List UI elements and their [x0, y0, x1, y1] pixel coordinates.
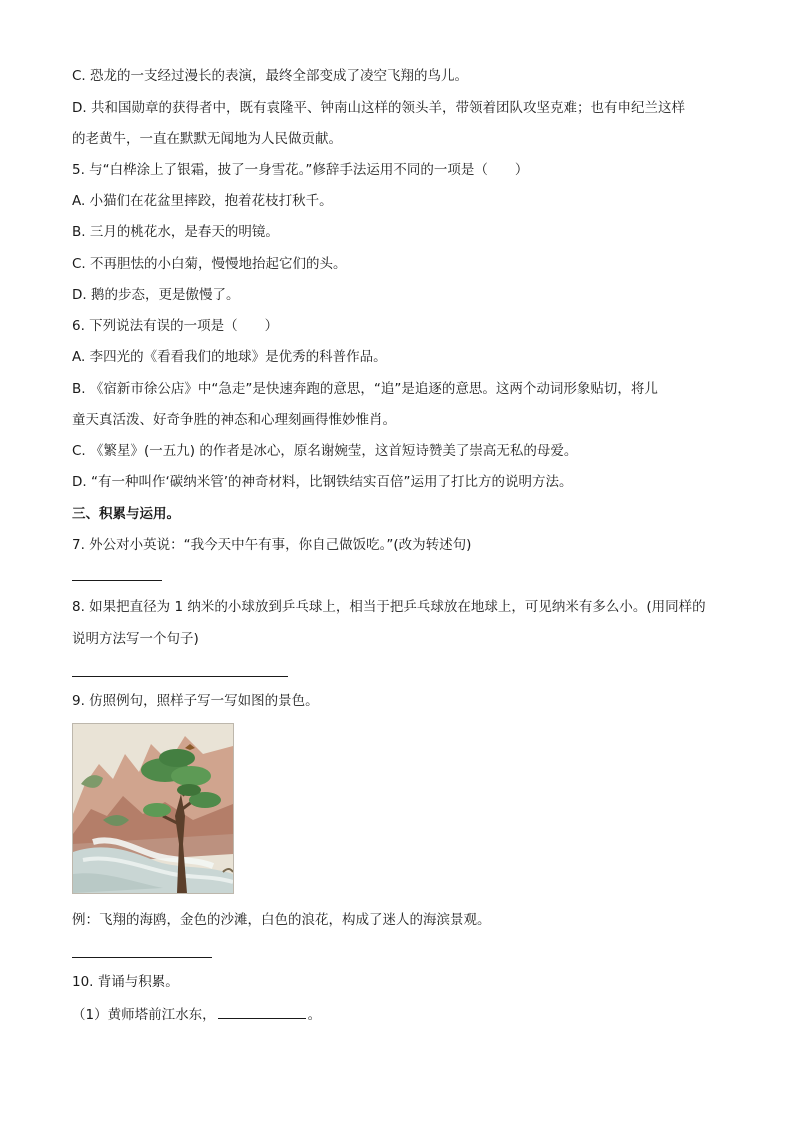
poem-fill-blank[interactable]	[218, 1004, 306, 1019]
q5-option-d: D. 鹅的步态，更是傲慢了。	[72, 287, 240, 303]
poem-line-end: 。	[307, 1007, 322, 1023]
landscape-drawing	[73, 724, 233, 893]
q9-answer-blank[interactable]	[72, 957, 212, 958]
q6-option-c: C. 《繁星》(一五九) 的作者是冰心，原名谢婉莹，这首短诗赞美了崇高无私的母爱。	[72, 443, 578, 459]
q6-option-b-line2: 童天真活泼、好奇争胜的神态和心理刻画得惟妙惟肖。	[72, 412, 396, 428]
example-sentence: 例：飞翔的海鸥，金色的沙滩，白色的浪花，构成了迷人的海滨景观。	[72, 912, 491, 928]
question-5: 5. 与“白桦涂上了银霜，披了一身雪花。”修辞手法运用不同的一项是（ ）	[72, 162, 529, 178]
option-d-medal-line2: 的老黄牛，一直在默默无闻地为人民做贡献。	[72, 131, 342, 147]
q5-option-b: B. 三月的桃花水，是春天的明镜。	[72, 224, 279, 240]
question-8-line1: 8. 如果把直径为 1 纳米的小球放到乒乓球上，相当于把乒乓球放在地球上，可见纳米有多么小。(用同样的	[72, 599, 706, 615]
q6-option-d: D. “有一种叫作‘碳纳米管’的神奇材料，比钢铁结实百倍”运用了打比方的说明方法。	[72, 474, 573, 490]
question-9: 9. 仿照例句，照样子写一写如图的景色。	[72, 693, 319, 709]
poem-line-prompt: （1）黄师塔前江水东，	[72, 1007, 216, 1023]
question-10: 10. 背诵与积累。	[72, 974, 179, 990]
q6-option-b-line1: B. 《宿新市徐公店》中“急走”是快速奔跑的意思，“追”是追逐的意思。这两个动词形象贴切，将儿	[72, 381, 658, 397]
question-6: 6. 下列说法有误的一项是（ ）	[72, 318, 279, 334]
q5-option-c: C. 不再胆怯的小白菊，慢慢地抬起它们的头。	[72, 256, 347, 272]
option-c-dinosaur: C. 恐龙的一支经过漫长的表演，最终全部变成了凌空飞翔的鸟儿。	[72, 68, 469, 84]
section-heading-3: 三、积累与运用。	[72, 506, 180, 522]
option-d-medal-line1: D. 共和国勋章的获得者中，既有袁隆平、钟南山这样的领头羊，带领着团队攻坚克难；也有申纪兰这样	[72, 100, 685, 116]
landscape-illustration	[72, 723, 234, 894]
q6-option-a: A. 李四光的《看看我们的地球》是优秀的科普作品。	[72, 349, 387, 365]
question-8-line2: 说明方法写一个句子)	[72, 631, 199, 647]
question-7: 7. 外公对小英说：“我今天中午有事，你自己做饭吃。”(改为转述句)	[72, 537, 472, 553]
q10-item-1	[72, 1004, 732, 1024]
q7-answer-blank[interactable]	[72, 580, 162, 581]
q5-option-a: A. 小猫们在花盆里摔跤，抱着花枝打秋千。	[72, 193, 333, 209]
q8-answer-blank[interactable]	[72, 676, 288, 677]
